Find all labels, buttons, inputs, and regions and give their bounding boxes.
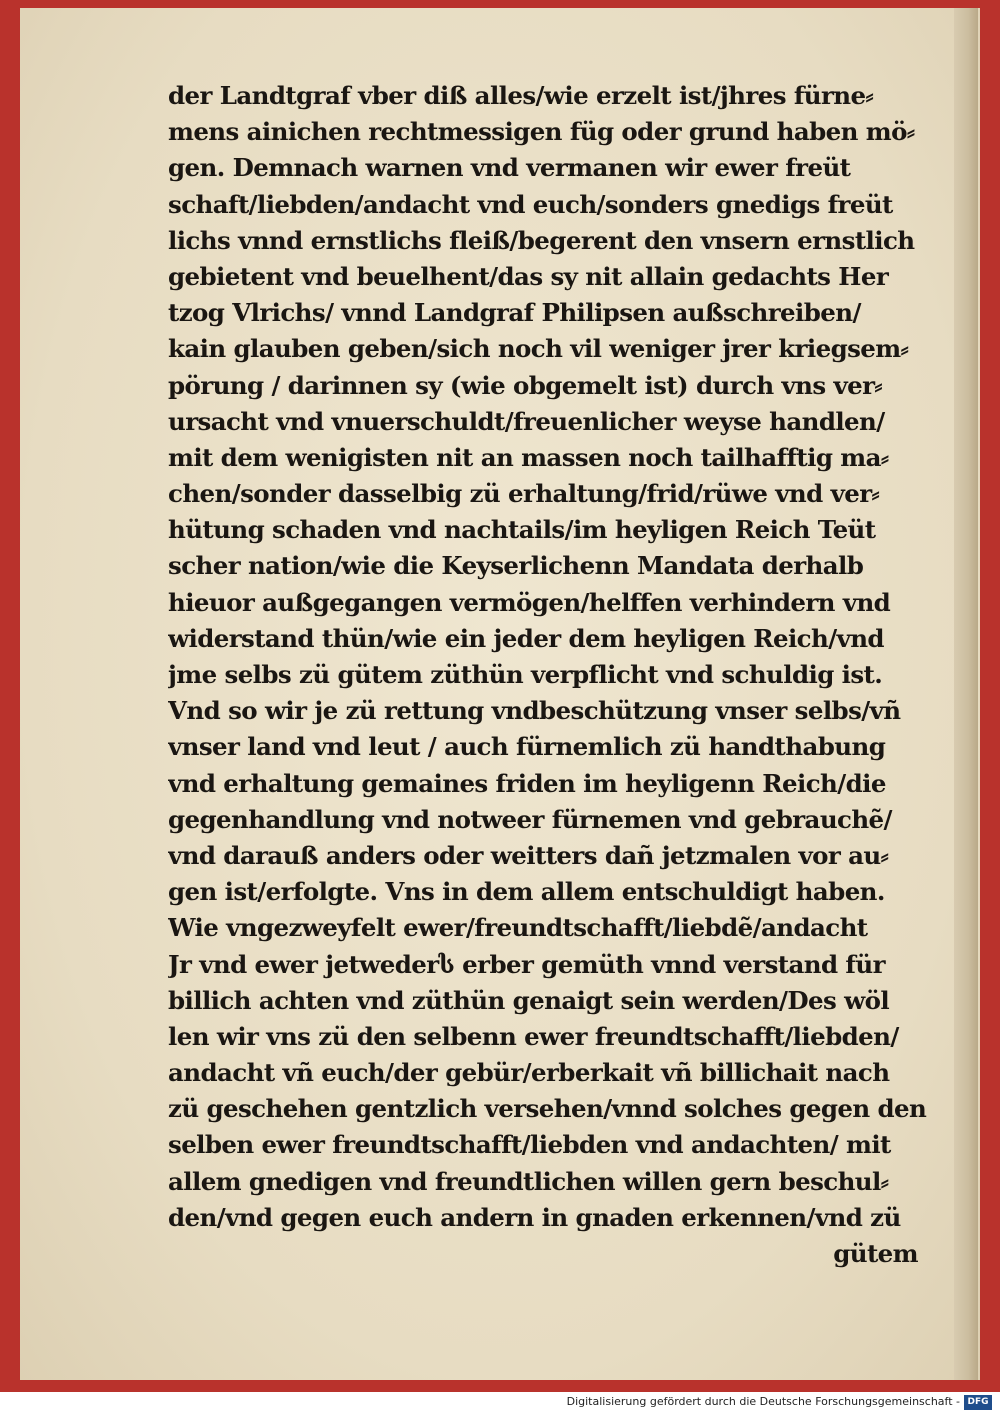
text-line: pörung / darinnen sy (wie obgemelt ist) durch vns ver⸗ xyxy=(168,370,882,400)
text-line: schaft/liebden/andacht vnd euch/sonders gnedigs freüt xyxy=(168,189,893,219)
text-line: lichs vnnd ernstlichs fleiß/begerent den vnsern ernstlich xyxy=(168,225,915,255)
text-line: vnd darauß anders oder weitters dañ jetzmalen vor au⸗ xyxy=(168,840,889,870)
text-line: selben ewer freundtschafft/liebden vnd andachten/ mit xyxy=(168,1130,891,1160)
text-line: Vnd so wir je zü rettung vndbeschützung vnser selbs/vñ xyxy=(168,696,901,726)
text-line: andacht vñ euch/der gebür/erberkait vñ billichait nach xyxy=(168,1058,890,1088)
text-line: len wir vns zü den selbenn ewer freundtschafft/liebden/ xyxy=(168,1021,899,1051)
footer-credit: Digitalisierung gefördert durch die Deutsche Forschungsgemeinschaft - xyxy=(566,1395,960,1408)
text-line: vnser land vnd leut / auch fürnemlich zü handthabung xyxy=(168,732,886,762)
text-line: hieuor außgegangen vermögen/helffen verhindern vnd xyxy=(168,587,891,617)
text-line: zü geschehen gentzlich versehen/vnnd solches gegen den xyxy=(168,1094,927,1124)
page-text xyxy=(168,78,938,1272)
digitization-footer xyxy=(0,1392,1000,1414)
text-line: ursacht vnd vnuerschuldt/freuenlicher weyse handlen/ xyxy=(168,406,885,436)
text-line: billich achten vnd züthün genaigt sein werden/Des wöl xyxy=(168,985,890,1015)
text-line: hütung schaden vnd nachtails/im heyligen Reich Teüt xyxy=(168,515,876,545)
text-line: Wie vngezweyfelt ewer/freundtschafft/liebdẽ/andacht xyxy=(168,913,868,943)
page-gutter xyxy=(954,8,978,1380)
text-line: vnd erhaltung gemaines friden im heyligenn Reich/die xyxy=(168,768,886,798)
text-line: gebietent vnd beuelhent/das sy nit allain gedachts Her xyxy=(168,261,889,291)
text-line: den/vnd gegen euch andern in gnaden erkennen/vnd zü xyxy=(168,1202,901,1232)
text-line: chen/sonder dasselbig zü erhaltung/frid/rüwe vnd ver⸗ xyxy=(168,479,880,509)
text-line: jme selbs zü gütem züthün verpflicht vnd schuldig ist. xyxy=(168,660,883,689)
text-line: gen. Demnach warnen vnd vermanen wir ewer freüt xyxy=(168,153,851,183)
dfg-logo-icon: DFG xyxy=(964,1395,992,1410)
text-line: Jr vnd ewer jetwederს erber gemüth vnnd verstand für xyxy=(168,949,885,979)
text-line: mit dem wenigisten nit an massen noch tailhafftig ma⸗ xyxy=(168,442,889,472)
text-line: scher nation/wie die Keyserlichenn Mandata derhalb xyxy=(168,551,864,581)
text-line: allem gnedigen vnd freundtlichen willen gern beschul⸗ xyxy=(168,1166,889,1196)
text-line: gegenhandlung vnd notweer fürnemen vnd gebrauchẽ/ xyxy=(168,804,892,834)
text-line: gen ist/erfolgte. Vns in dem allem entschuldigt haben. xyxy=(168,877,885,907)
text-line: mens ainichen rechtmessigen füg oder grund haben mö⸗ xyxy=(168,117,915,147)
text-line: tzog Vlrichs/ vnnd Landgraf Philipsen außschreiben/ xyxy=(168,298,861,328)
text-line: kain glauben geben/sich noch vil weniger jrer kriegsem⸗ xyxy=(168,334,909,364)
text-line: widerstand thün/wie ein jeder dem heyligen Reich/vnd xyxy=(168,623,884,653)
catchword: gütem xyxy=(833,1239,918,1268)
text-line: der Landtgraf vber diß alles/wie erzelt ist/jhres fürne⸗ xyxy=(168,81,874,110)
